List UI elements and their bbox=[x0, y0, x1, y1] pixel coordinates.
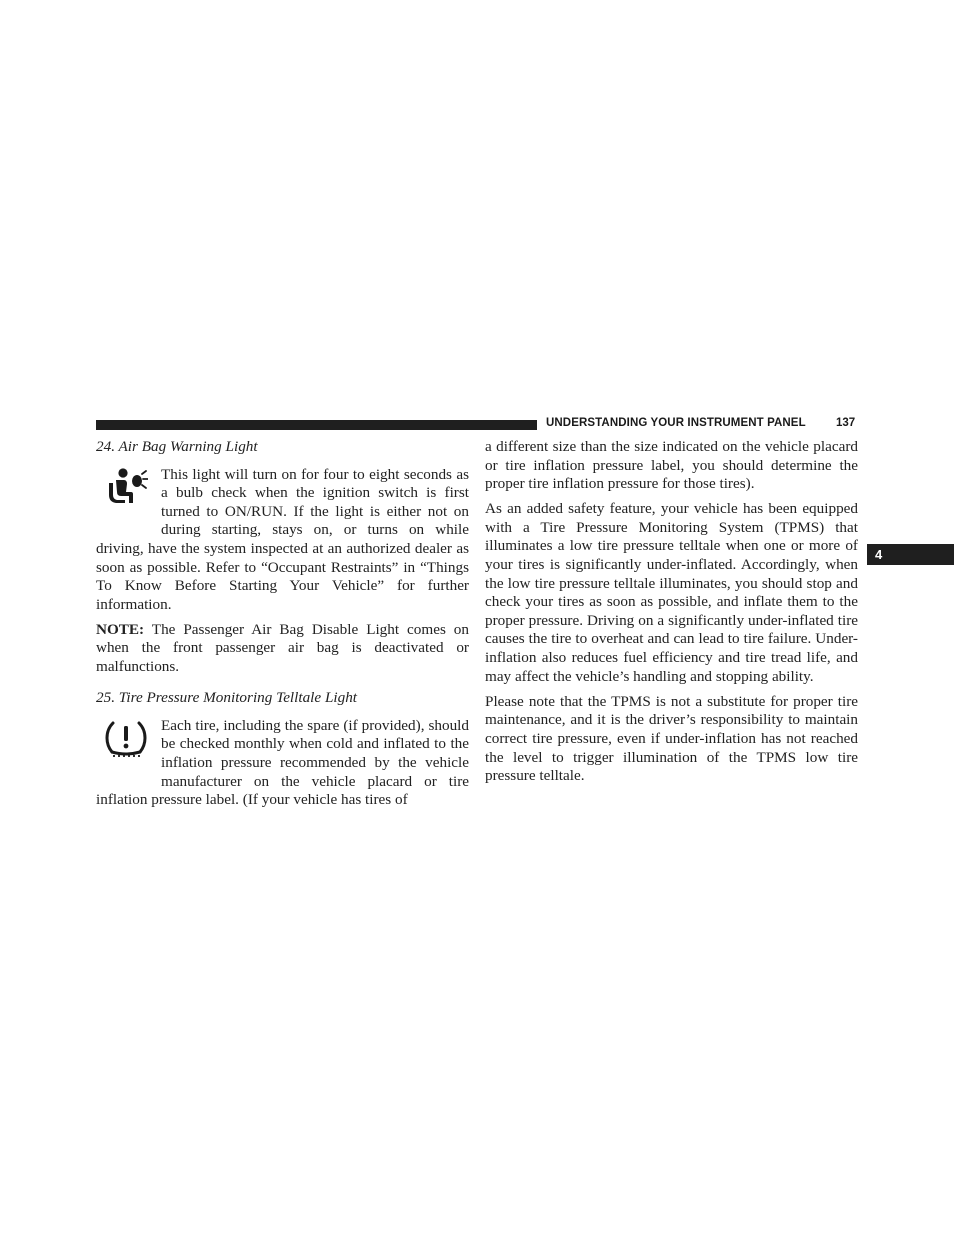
right-column bbox=[485, 438, 858, 792]
note-text: The Passenger Air Bag Disable Light comes on when the front passenger air bag is deactivated or malfunctions. bbox=[96, 620, 469, 676]
chapter-tab: 4 bbox=[867, 544, 954, 565]
section-24-body bbox=[96, 466, 469, 615]
section-24-text: This light will turn on for four to eight seconds as a bulb check when the ignition switch is first turned to ON/RUN. If the light is either not on during starting, stays on, or turns on while driving, have the system inspected at an authorized dealer as soon as possible. Refer to “Occupant Restraints” in “Things To Know Before Starting Your Vehicle” for further information. bbox=[96, 465, 469, 613]
section-24-heading: 24. Air Bag Warning Light bbox=[96, 438, 258, 455]
section-25-heading: 25. Tire Pressure Monitoring Telltale Light bbox=[96, 689, 358, 707]
header-rule bbox=[96, 420, 537, 430]
right-paragraph-1: a different size than the size indicated on the vehicle placard or tire inflation pressure label, you should determine the proper tire inflation pressure for those tires). bbox=[485, 438, 858, 493]
left-column bbox=[96, 438, 469, 816]
right-paragraph-3: Please note that the TPMS is not a substitute for proper tire maintenance, and it is the driver’s responsibility to maintain correct tire pressure, even if under-inflation has not reached the level to trigger illumination of the TPMS low tire pressure telltale. bbox=[485, 692, 858, 785]
note-label: NOTE: bbox=[96, 620, 145, 638]
tire-pressure-warning-icon bbox=[96, 717, 156, 773]
page-number: 137 bbox=[836, 417, 856, 429]
section-25-body bbox=[96, 717, 469, 810]
note-paragraph bbox=[96, 621, 469, 677]
airbag-warning-icon bbox=[96, 466, 156, 522]
right-paragraph-2: As an added safety feature, your vehicle has been equipped with a Tire Pressure Monitoring System (TPMS) that illuminates a low tire pressure telltale when one or more of your tires is significantly under-inflated. Accordingly, when the low tire pressure telltale illuminates, you should stop and check your tires as soon as possible, and inflate them to the proper pressure. Driving on a significantly under-inflated tire causes the tire to overheat and can lead to tire failure. Under-inflation also reduces fuel efficiency and tire tread life, and may affect the vehicle’s handling and stopping ability. bbox=[485, 500, 858, 685]
section-title: UNDERSTANDING YOUR INSTRUMENT PANEL bbox=[546, 417, 806, 429]
section-25-text: Each tire, including the spare (if provided), should be checked monthly when cold and inflated to the inflation pressure recommended by the vehicle manufacturer on the vehicle placard or tire inflation pressure label. (If your vehicle has tires of bbox=[96, 716, 469, 809]
